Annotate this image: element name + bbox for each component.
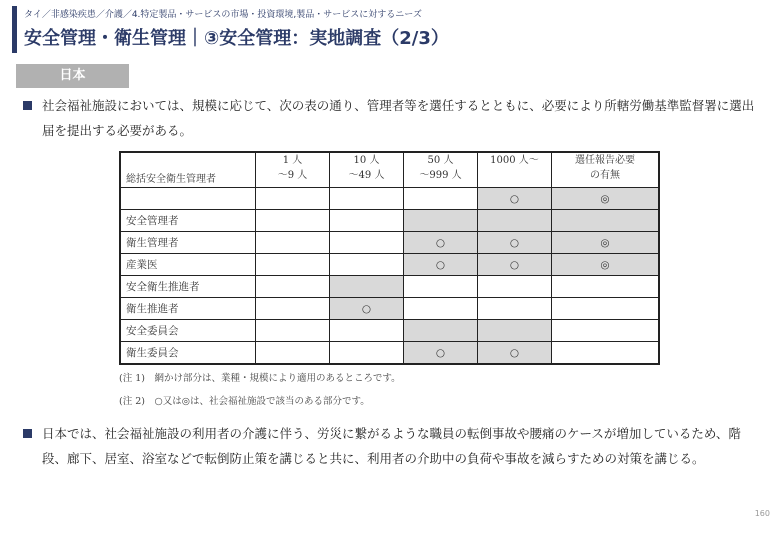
table-cell <box>478 210 552 232</box>
requirements-table <box>119 151 660 365</box>
table-cell <box>330 276 404 298</box>
table-cell <box>552 342 660 365</box>
column-header: 10 人 ～49 人 <box>330 152 404 188</box>
column-header: 1 人 ～9 人 <box>256 152 330 188</box>
table-row <box>120 232 659 254</box>
bullet-item <box>23 93 763 143</box>
table-cell <box>256 342 330 365</box>
row-label: 安全委員会 <box>120 320 256 342</box>
page-number: 160 <box>754 509 770 518</box>
table-cell <box>552 276 660 298</box>
table-cell: ○ <box>404 232 478 254</box>
table-cell <box>478 320 552 342</box>
table-cell: ○ <box>478 254 552 276</box>
table-cell <box>552 298 660 320</box>
table-cell <box>330 320 404 342</box>
table-cell: ○ <box>478 232 552 254</box>
table-cell <box>256 320 330 342</box>
table-cell: ○ <box>404 254 478 276</box>
table-cell: ◎ <box>552 254 660 276</box>
table-cell <box>330 188 404 210</box>
table-row <box>120 342 659 365</box>
breadcrumb: タイ／非感染疾患／介護／4.特定製品・サービスの市場・投資環境,製品・サービスに対するニーズ <box>24 10 422 20</box>
table-cell: ○ <box>478 342 552 365</box>
table-cell: ○ <box>330 298 404 320</box>
corner-label: 総括安全衛生管理者 <box>120 152 256 188</box>
table-cell <box>404 320 478 342</box>
table-cell <box>256 298 330 320</box>
table-cell: ◎ <box>552 232 660 254</box>
table-cell <box>404 188 478 210</box>
table-cell <box>330 254 404 276</box>
table-cell <box>478 276 552 298</box>
table-cell <box>256 188 330 210</box>
table-note: (注 2) ○又は◎は、社会福祉施設で該当のある部分です。 <box>119 396 370 407</box>
row-label: 衛生推進者 <box>120 298 256 320</box>
bullet-square-icon <box>23 101 32 110</box>
column-header: 1000 人～ <box>478 152 552 188</box>
bullet-square-icon <box>23 429 32 438</box>
table-cell <box>256 276 330 298</box>
table-row <box>120 320 659 342</box>
table-row <box>120 210 659 232</box>
table-cell <box>256 232 330 254</box>
row-label: 産業医 <box>120 254 256 276</box>
title-accent-bar <box>12 6 17 53</box>
table-row <box>120 276 659 298</box>
table-row <box>120 188 659 210</box>
table-cell <box>552 210 660 232</box>
table-cell <box>256 210 330 232</box>
table-header-row <box>120 152 659 188</box>
section-tag: 日本 <box>16 64 129 88</box>
table-row <box>120 298 659 320</box>
row-label: 安全管理者 <box>120 210 256 232</box>
table-cell <box>330 210 404 232</box>
table-cell: ○ <box>404 342 478 365</box>
bullet-item <box>23 421 763 471</box>
table-cell <box>330 342 404 365</box>
table-cell <box>478 298 552 320</box>
page-title: 安全管理・衛生管理｜③安全管理：実地調査（2/3） <box>24 28 449 49</box>
column-header: 50 人 ～999 人 <box>404 152 478 188</box>
table-cell <box>552 320 660 342</box>
table-cell <box>404 276 478 298</box>
row-label: 衛生委員会 <box>120 342 256 365</box>
table-note: (注 1) 網かけ部分は、業種・規模により適用のあるところです。 <box>119 373 401 384</box>
table-cell <box>330 232 404 254</box>
column-header: 選任報告必要 の有無 <box>552 152 660 188</box>
table-row <box>120 254 659 276</box>
table-cell <box>404 298 478 320</box>
table-cell <box>404 210 478 232</box>
row-label: 安全衛生推進者 <box>120 276 256 298</box>
table-cell: ◎ <box>552 188 660 210</box>
bullet-text: 日本では、社会福祉施設の利用者の介護に伴う、労災に繋がるような職員の転倒事故や腰痛のケースが増加しているため、階段、廊下、居室、浴室などで転倒防止策を講じると共に、利用者の介助中の負荷や事故を減らすための対策を講じる。 <box>42 426 741 466</box>
row-label: 衛生管理者 <box>120 232 256 254</box>
row-label <box>120 188 256 210</box>
table-cell: ○ <box>478 188 552 210</box>
bullet-text: 社会福祉施設においては、規模に応じて、次の表の通り、管理者等を選任するとともに、必要により所轄労働基準監督署に選出届を提出する必要がある。 <box>42 98 755 138</box>
table-cell <box>256 254 330 276</box>
